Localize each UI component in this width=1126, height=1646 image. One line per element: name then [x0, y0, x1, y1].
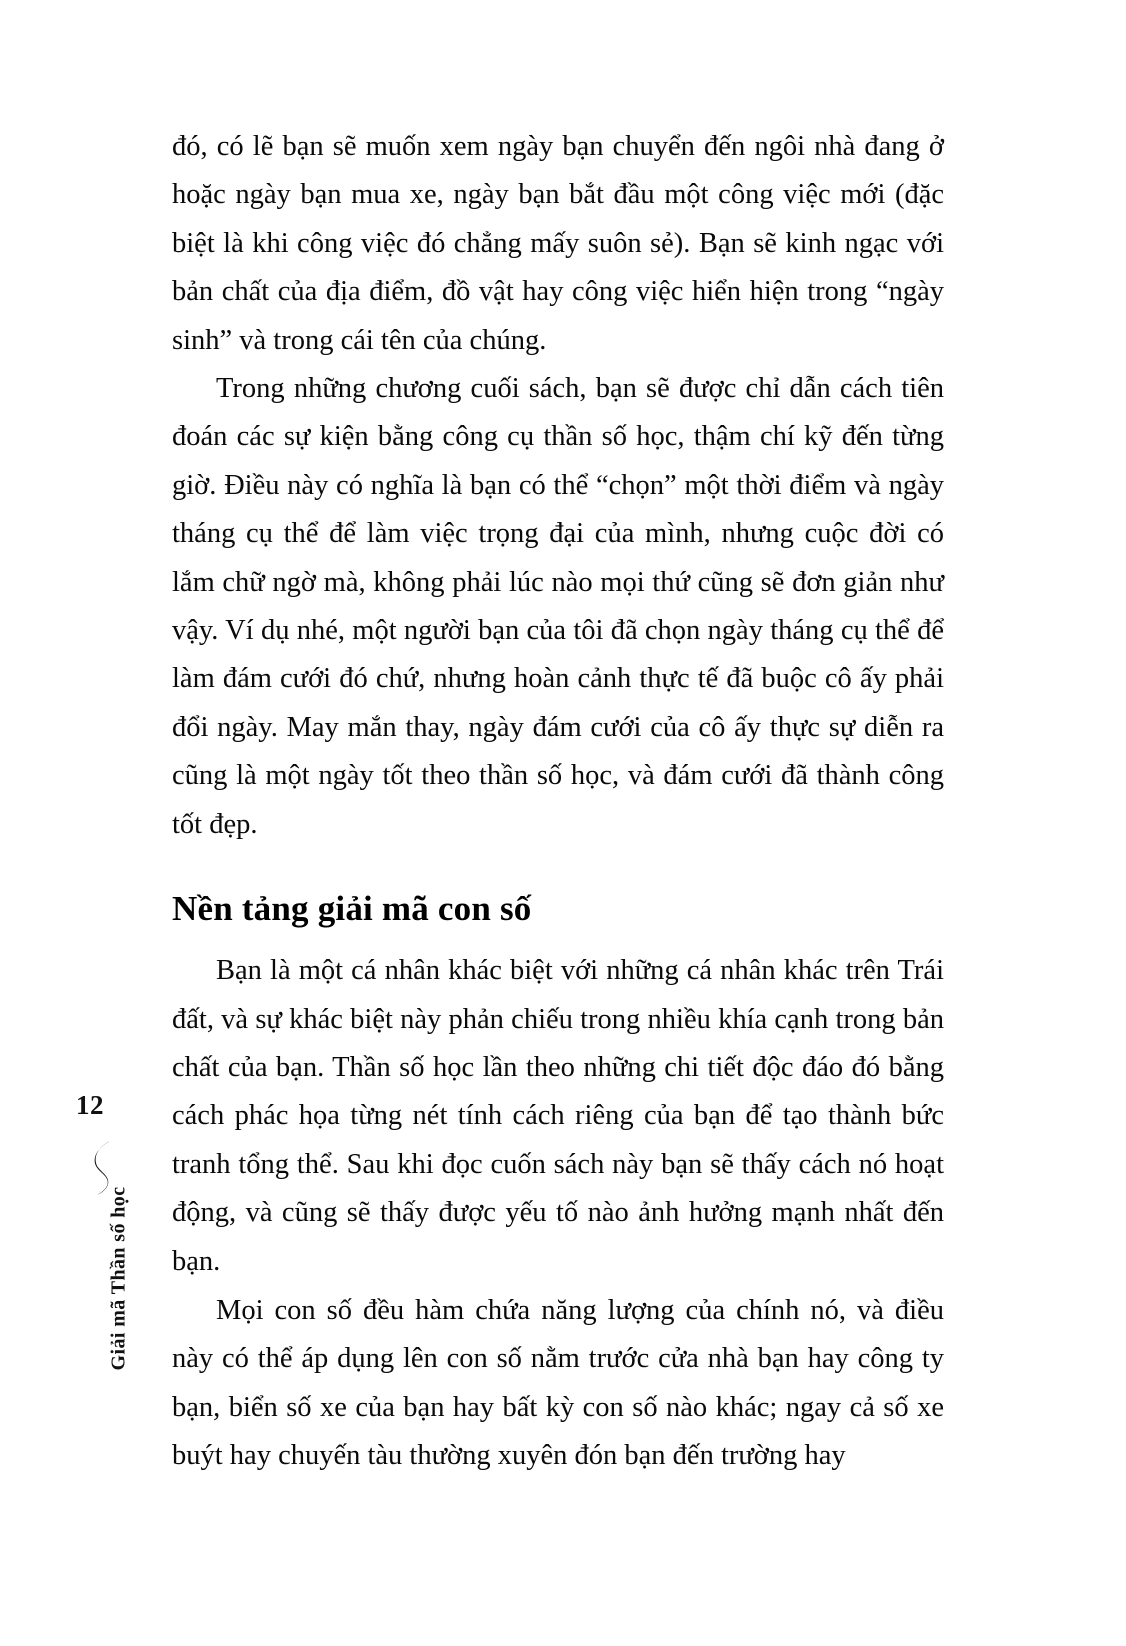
paragraph-3: Bạn là một cá nhân khác biệt với những cá nhân khác trên Trái đất, và sự khác biệt này phản chiếu trong nhiều khía cạnh trong bản chất của bạn. Thần số học lần theo những chi tiết độc đáo đó bằng cách phác họa từng nét tính cách riêng của bạn để tạo thành bức tranh tổng thể. Sau khi đọc cuốn sách này bạn sẽ thấy cách nó hoạt động, và cũng sẽ thấy được yếu tố nào ảnh hưởng mạnh nhất đến bạn.: [172, 955, 944, 1277]
page-number: 12: [76, 1090, 104, 1120]
running-head: Giải mã Thần số học: [107, 1186, 130, 1371]
text-column: [172, 123, 944, 1481]
page-margin-furniture: [60, 1090, 150, 1510]
paragraph-1: đó, có lẽ bạn sẽ muốn xem ngày bạn chuyển đến ngôi nhà đang ở hoặc ngày bạn mua xe, ngày bạn bắt đầu một công việc mới (đặc biệt là khi công việc đó chẳng mấy suôn sẻ). Bạn sẽ kinh ngạc với bản chất của địa điểm, đồ vật hay công việc hiển hiện trong “ngày sinh” và trong cái tên của chúng.: [172, 131, 944, 356]
paragraph-2: Trong những chương cuối sách, bạn sẽ được chỉ dẫn cách tiên đoán các sự kiện bằng công cụ thần số học, thậm chí kỹ đến từng giờ. Điều này có nghĩa là bạn có thể “chọn” một thời điểm và ngày tháng cụ thể để làm việc trọng đại của mình, nhưng cuộc đời có lắm chữ ngờ mà, không phải lúc nào mọi thứ cũng sẽ đơn giản như vậy. Ví dụ nhé, một người bạn của tôi đã chọn ngày tháng cụ thể để làm đám cưới đó chứ, nhưng hoàn cảnh thực tế đã buộc cô ấy phải đổi ngày. May mắn thay, ngày đám cưới của cô ấy thực sự diễn ra cũng là một ngày tốt theo thần số học, và đám cưới đã thành công tốt đẹp.: [172, 373, 944, 840]
paragraph-4: Mọi con số đều hàm chứa năng lượng của chính nó, và điều này có thể áp dụng lên con số nằm trước cửa nhà bạn hay công ty bạn, biển số xe của bạn hay bất kỳ con số nào khác; ngay cả số xe buýt hay chuyến tàu thường xuyên đón bạn đến trường hay: [172, 1294, 944, 1472]
section-heading: Nền tảng giải mã con số: [172, 889, 532, 929]
